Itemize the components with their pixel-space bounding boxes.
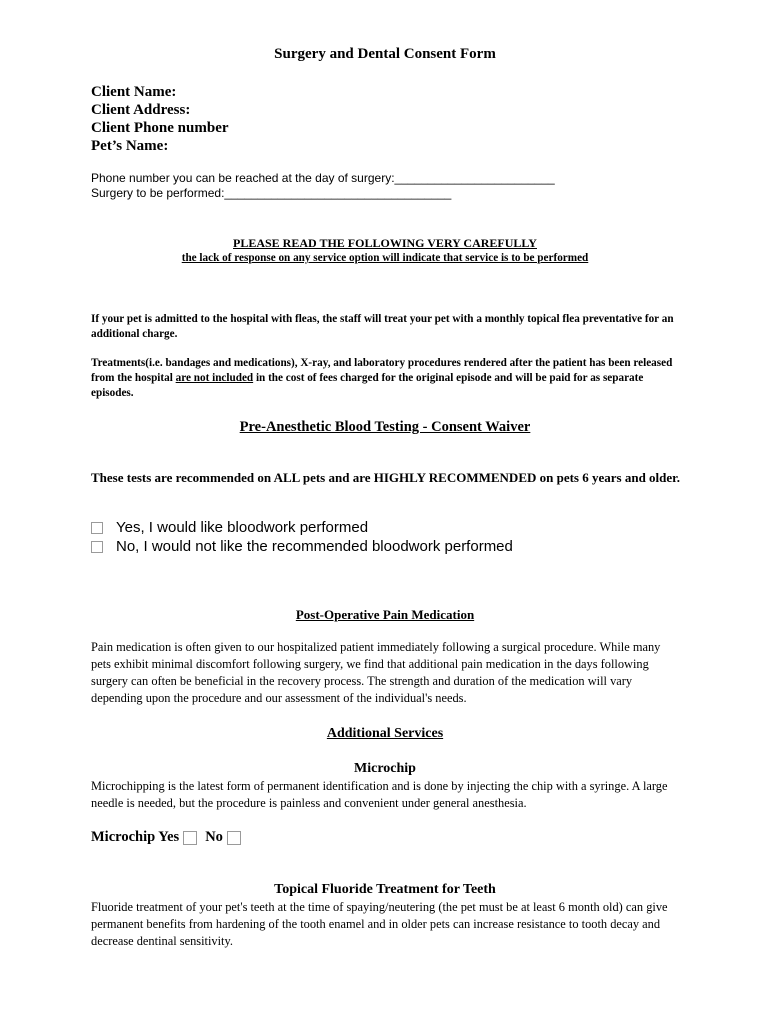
bloodwork-option-yes[interactable] [91,518,368,537]
bloodwork-heading: Pre-Anesthetic Blood Testing - Consent Waiver [239,419,531,435]
fluoride-text: Fluoride treatment of your pet's teeth at the time of spaying/neutering (the pet must be at least 6 month old) can give permanent benefits from hardening of the tooth enamel and in older pets can increase resistance to tooth decay and decrease dentinal sensitivity. [91,900,668,948]
bloodwork-yes-label: Yes, I would like bloodwork performed [116,519,369,536]
flea-policy-text: If your pet is admitted to the hospital with fleas, the staff will treat your pet with a monthly topical flea preventative for an additional charge. [91,313,674,340]
client-address-label: Client Address: [91,102,191,118]
fluoride-heading: Topical Fluoride Treatment for Teeth [274,882,496,897]
bloodwork-yes-checkbox[interactable] [91,522,103,534]
microchip-text: Microchipping is the latest form of permanent identification and is done by injecting the chip with a syringe. A large needle is needed, but the procedure is painless and convenient under general anesthesia. [91,779,668,810]
microchip-yes-label: Microchip Yes [91,829,180,845]
treatments-policy-text [91,356,687,401]
pain-medication-heading: Post-Operative Pain Medication [295,607,475,622]
pain-medication-text: Pain medication is often given to our hospitalized patient immediately following a surgical procedure. While many pets exhibit minimal discomfort following surgery, we find that additional pain medication in the days following surgery can often be beneficial in the recovery process. The strength and duration of the medication will vary depending upon the procedure and our assessment of the individual's needs. [91,640,661,705]
bloodwork-no-checkbox[interactable] [91,541,103,553]
treatments-text-part2: in the cost of fees charged for the original episode and will be paid for as separate episodes. [91,372,644,399]
bloodwork-option-no[interactable] [91,537,513,556]
microchip-no-checkbox[interactable] [227,831,241,845]
additional-services-heading: Additional Services [326,726,444,741]
form-title: Surgery and Dental Consent Form [274,46,496,62]
surgery-performed-field[interactable]: Surgery to be performed:__________________________________ [91,186,452,200]
microchip-no-label: No [205,829,223,845]
client-name-label: Client Name: [91,84,177,100]
bloodwork-no-label: No, I would not like the recommended bloodwork performed [116,538,513,555]
treatments-text-part1: Treatments(i.e. bandages and medications), X-ray, and laboratory procedures rendered after the patient has been released from the hospital [91,357,673,384]
notice-heading: PLEASE READ THE FOLLOWING VERY CAREFULLY [233,236,537,250]
treatments-text-underlined: are not included [175,372,254,384]
client-info-block [91,83,229,155]
pet-name-label: Pet’s Name: [91,138,169,154]
microchip-choice-row [91,829,249,846]
notice-subheading: the lack of response on any service option will indicate that service is to be performed [181,252,589,264]
bloodwork-recommendation: These tests are recommended on ALL pets and are HIGHLY RECOMMENDED on pets 6 years and older. [91,470,680,485]
microchip-heading: Microchip [354,761,416,776]
surgery-day-phone-field[interactable]: Phone number you can be reached at the day of surgery:________________________ [91,171,555,185]
client-phone-label: Client Phone number [91,120,229,136]
microchip-yes-checkbox[interactable] [183,831,197,845]
